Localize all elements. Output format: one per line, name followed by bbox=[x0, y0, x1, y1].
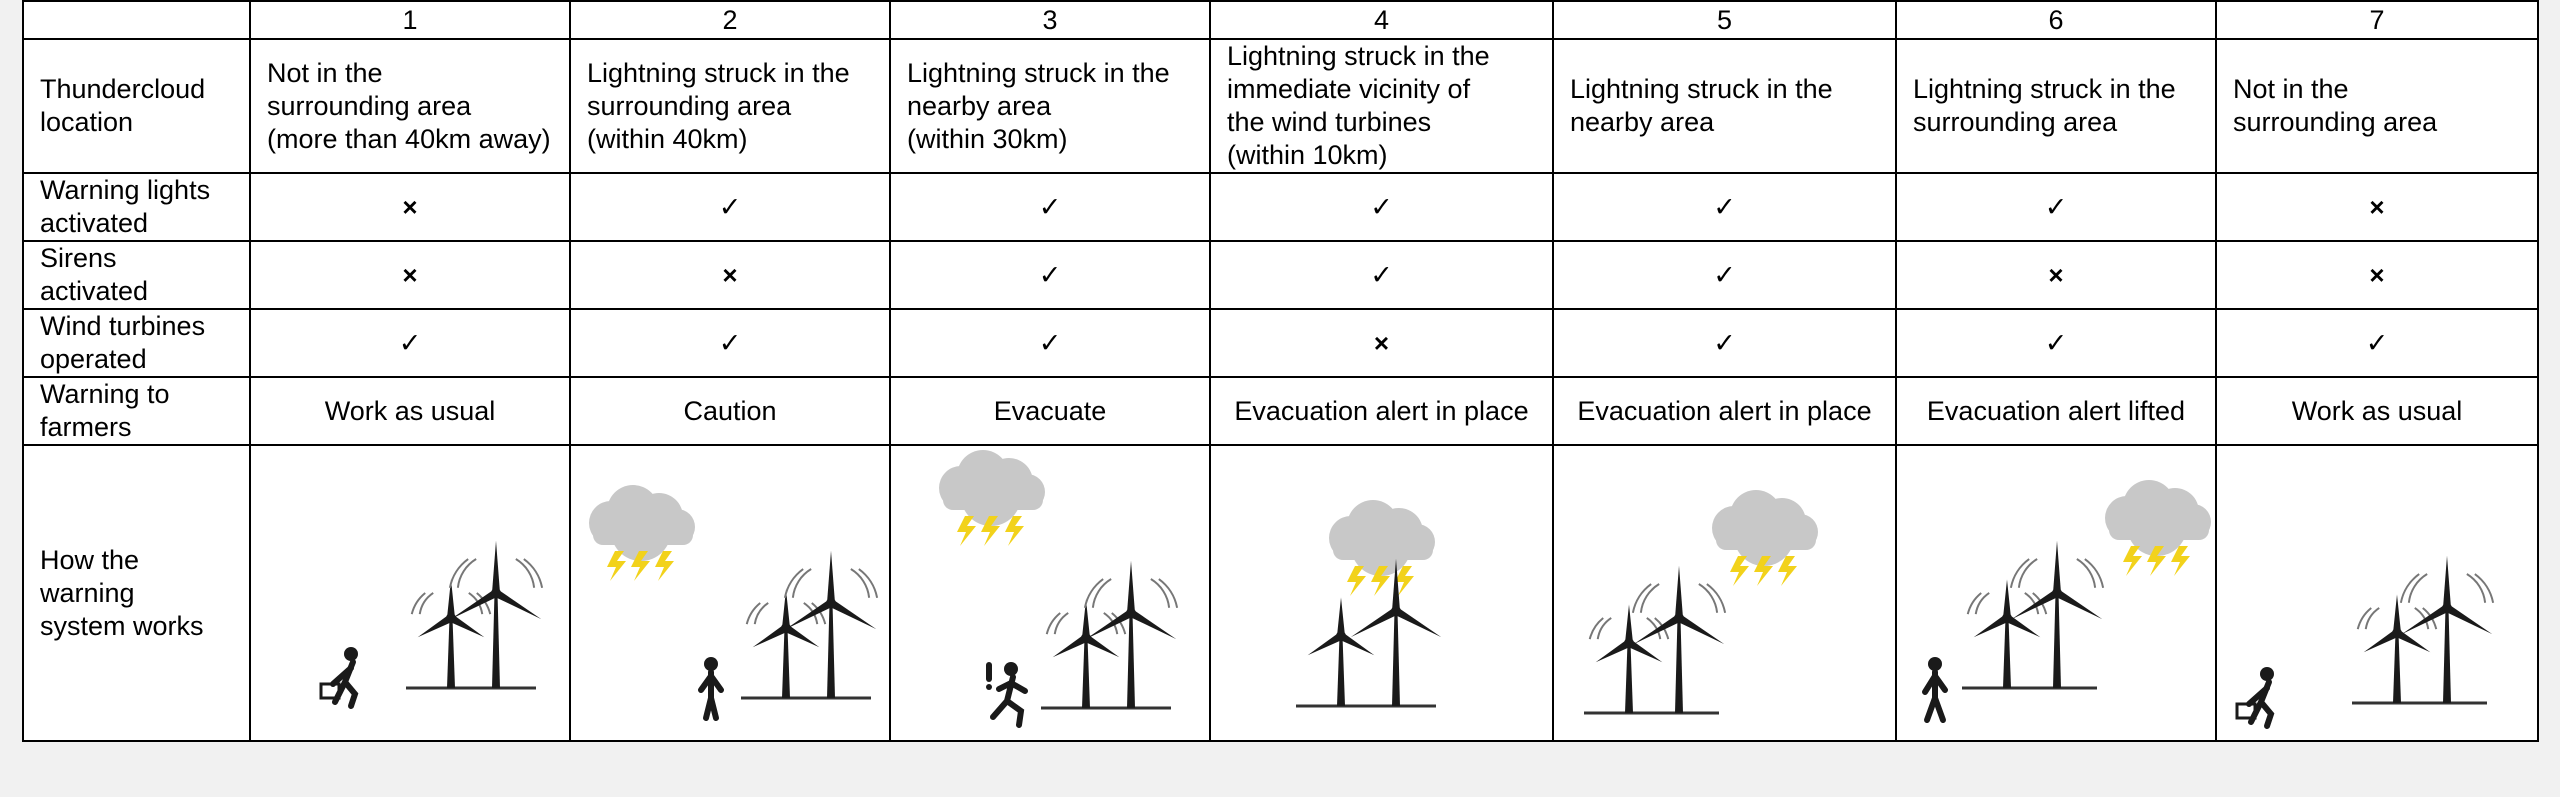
wind-turbine-icon bbox=[1590, 605, 1669, 714]
status-mark: × bbox=[1896, 241, 2216, 309]
status-mark: × bbox=[250, 173, 570, 241]
rotation-mark bbox=[851, 569, 869, 598]
wind-turbine-icon bbox=[1351, 559, 1441, 706]
status-mark: × bbox=[1210, 309, 1553, 377]
lightning-bolt-icon bbox=[957, 516, 976, 546]
header-row bbox=[23, 1, 2538, 39]
wind-turbine-icon bbox=[1085, 561, 1177, 708]
row-label-how-it-works bbox=[23, 445, 250, 741]
location-cell bbox=[890, 39, 1210, 173]
thundercloud-icon bbox=[939, 450, 1045, 546]
thundercloud-icon bbox=[589, 485, 695, 581]
wind-turbine-icon bbox=[747, 590, 826, 699]
wind-turbine-icon bbox=[1968, 580, 2047, 689]
thundercloud-icon bbox=[2105, 480, 2211, 576]
text-line: the wind turbines bbox=[1227, 107, 1432, 137]
rotation-mark bbox=[1641, 584, 1659, 613]
text-line: (within 30km) bbox=[907, 123, 1068, 154]
warning-text: Work as usual bbox=[2216, 377, 2538, 445]
location-cell bbox=[2216, 39, 2538, 173]
warning-text: Caution bbox=[570, 377, 890, 445]
location-cell bbox=[1210, 39, 1553, 173]
farmer-working-icon bbox=[2237, 667, 2274, 726]
status-mark: ✓ bbox=[1553, 173, 1896, 241]
lightning-bolt-icon bbox=[1730, 556, 1749, 586]
status-mark: ✓ bbox=[570, 173, 890, 241]
status-mark: × bbox=[2216, 241, 2538, 309]
text-line: How the bbox=[40, 544, 140, 575]
row-label-warning-lights bbox=[23, 173, 250, 241]
text-line: Sirens bbox=[40, 243, 117, 273]
rotation-mark bbox=[1151, 579, 1169, 608]
text-line: Lightning struck in the bbox=[907, 57, 1170, 88]
text-line: farmers bbox=[40, 412, 132, 442]
text-line: (within 40km) bbox=[587, 123, 748, 154]
scene-illustration bbox=[250, 445, 570, 741]
scene-illustration bbox=[2216, 445, 2538, 741]
status-mark: ✓ bbox=[1553, 309, 1896, 377]
text-line: surrounding area bbox=[587, 90, 792, 121]
how-it-works-row bbox=[23, 445, 2538, 741]
status-mark: ✓ bbox=[2216, 309, 2538, 377]
column-header: 2 bbox=[570, 1, 890, 39]
status-mark: × bbox=[250, 241, 570, 309]
wind-turbine-icon bbox=[785, 551, 877, 698]
warning-text: Evacuate bbox=[890, 377, 1210, 445]
text-line: Wind turbines bbox=[40, 311, 206, 341]
scene-illustration bbox=[890, 445, 1210, 741]
lightning-bolt-icon bbox=[1347, 566, 1366, 596]
sirens-row bbox=[23, 241, 2538, 309]
text-line: nearby area bbox=[1570, 107, 1715, 137]
text-line: operated bbox=[40, 344, 147, 374]
scene-illustration bbox=[570, 445, 890, 741]
rotation-mark bbox=[793, 569, 811, 598]
person-noticing-icon bbox=[701, 657, 721, 718]
rotation-mark bbox=[2077, 559, 2095, 588]
rotation-mark bbox=[458, 559, 476, 588]
status-mark: × bbox=[570, 241, 890, 309]
text-line: system works bbox=[40, 610, 204, 641]
text-line: nearby area bbox=[907, 90, 1052, 121]
text-line: activated bbox=[40, 276, 149, 306]
warning-to-farmers-row bbox=[23, 377, 2538, 445]
text-line: (more than 40km away) bbox=[267, 123, 551, 154]
column-header: 4 bbox=[1210, 1, 1553, 39]
wind-turbines-row bbox=[23, 309, 2538, 377]
text-line: Not in the bbox=[267, 57, 383, 88]
status-mark: ✓ bbox=[1553, 241, 1896, 309]
text-line: immediate vicinity of bbox=[1227, 74, 1471, 104]
wind-turbine-icon bbox=[412, 580, 491, 689]
wind-turbine-icon bbox=[1633, 566, 1725, 713]
location-cell bbox=[1553, 39, 1896, 173]
lightning-bolt-icon bbox=[607, 551, 626, 581]
thundercloud-icon bbox=[1329, 500, 1435, 596]
column-header: 1 bbox=[250, 1, 570, 39]
text-line: Warning lights bbox=[40, 175, 211, 205]
rotation-mark bbox=[516, 559, 534, 588]
status-mark: ✓ bbox=[890, 309, 1210, 377]
text-line: (within 10km) bbox=[1227, 140, 1388, 170]
status-mark: ✓ bbox=[1896, 309, 2216, 377]
text-line: warning bbox=[40, 577, 135, 608]
text-line: surrounding area bbox=[2233, 107, 2438, 137]
location-cell bbox=[1896, 39, 2216, 173]
row-label-thundercloud-location: Thundercloud location bbox=[23, 39, 250, 173]
warning-lights-row bbox=[23, 173, 2538, 241]
status-mark: × bbox=[2216, 173, 2538, 241]
thundercloud-icon bbox=[1712, 490, 1818, 586]
rotation-mark bbox=[1093, 579, 1111, 608]
text-line: Lightning struck in the bbox=[587, 57, 850, 88]
scene-illustration bbox=[1896, 445, 2216, 741]
row-label-wind-turbines bbox=[23, 309, 250, 377]
status-mark: ✓ bbox=[1210, 173, 1553, 241]
column-header: 5 bbox=[1553, 1, 1896, 39]
column-header: 3 bbox=[890, 1, 1210, 39]
row-label-sirens bbox=[23, 241, 250, 309]
wind-turbine-icon bbox=[1047, 600, 1126, 709]
text-line: activated bbox=[40, 208, 149, 238]
rotation-mark bbox=[2467, 574, 2485, 603]
wind-turbine-icon bbox=[1308, 598, 1375, 707]
person-running-icon bbox=[986, 662, 1025, 725]
thundercloud-location-row bbox=[23, 39, 2538, 173]
wind-turbine-icon bbox=[450, 541, 542, 688]
text-line: Lightning struck in the bbox=[1227, 41, 1490, 71]
wind-turbine-icon bbox=[2401, 556, 2493, 703]
text-line: Lightning struck in the bbox=[1570, 74, 1833, 104]
location-cell bbox=[250, 39, 570, 173]
text-line: Warning to bbox=[40, 379, 170, 409]
status-mark: ✓ bbox=[890, 173, 1210, 241]
text-line: Lightning struck in the bbox=[1913, 74, 2176, 104]
header-blank-cell bbox=[23, 1, 250, 39]
wind-turbine-icon bbox=[2358, 595, 2437, 704]
location-cell bbox=[570, 39, 890, 173]
column-header: 7 bbox=[2216, 1, 2538, 39]
status-mark: ✓ bbox=[890, 241, 1210, 309]
person-walking-icon bbox=[1925, 657, 1945, 720]
wind-turbine-icon bbox=[2011, 541, 2103, 688]
status-mark: ✓ bbox=[1896, 173, 2216, 241]
rotation-mark bbox=[2409, 574, 2427, 603]
rotation-mark bbox=[1699, 584, 1717, 613]
warning-system-table bbox=[22, 0, 2539, 742]
farmer-working-icon bbox=[321, 647, 358, 706]
warning-text: Evacuation alert in place bbox=[1553, 377, 1896, 445]
status-mark: ✓ bbox=[250, 309, 570, 377]
column-header: 6 bbox=[1896, 1, 2216, 39]
warning-text: Evacuation alert in place bbox=[1210, 377, 1553, 445]
text-line: Not in the bbox=[2233, 74, 2349, 104]
warning-text: Evacuation alert lifted bbox=[1896, 377, 2216, 445]
scene-illustration bbox=[1553, 445, 1896, 741]
warning-text: Work as usual bbox=[250, 377, 570, 445]
scene-illustration bbox=[1210, 445, 1553, 741]
status-mark: ✓ bbox=[570, 309, 890, 377]
text-line: surrounding area bbox=[1913, 107, 2118, 137]
rotation-mark bbox=[2019, 559, 2037, 588]
text-line: surrounding area bbox=[267, 90, 472, 121]
lightning-bolt-icon bbox=[2123, 546, 2142, 576]
status-mark: ✓ bbox=[1210, 241, 1553, 309]
row-label-warning-to-farmers bbox=[23, 377, 250, 445]
